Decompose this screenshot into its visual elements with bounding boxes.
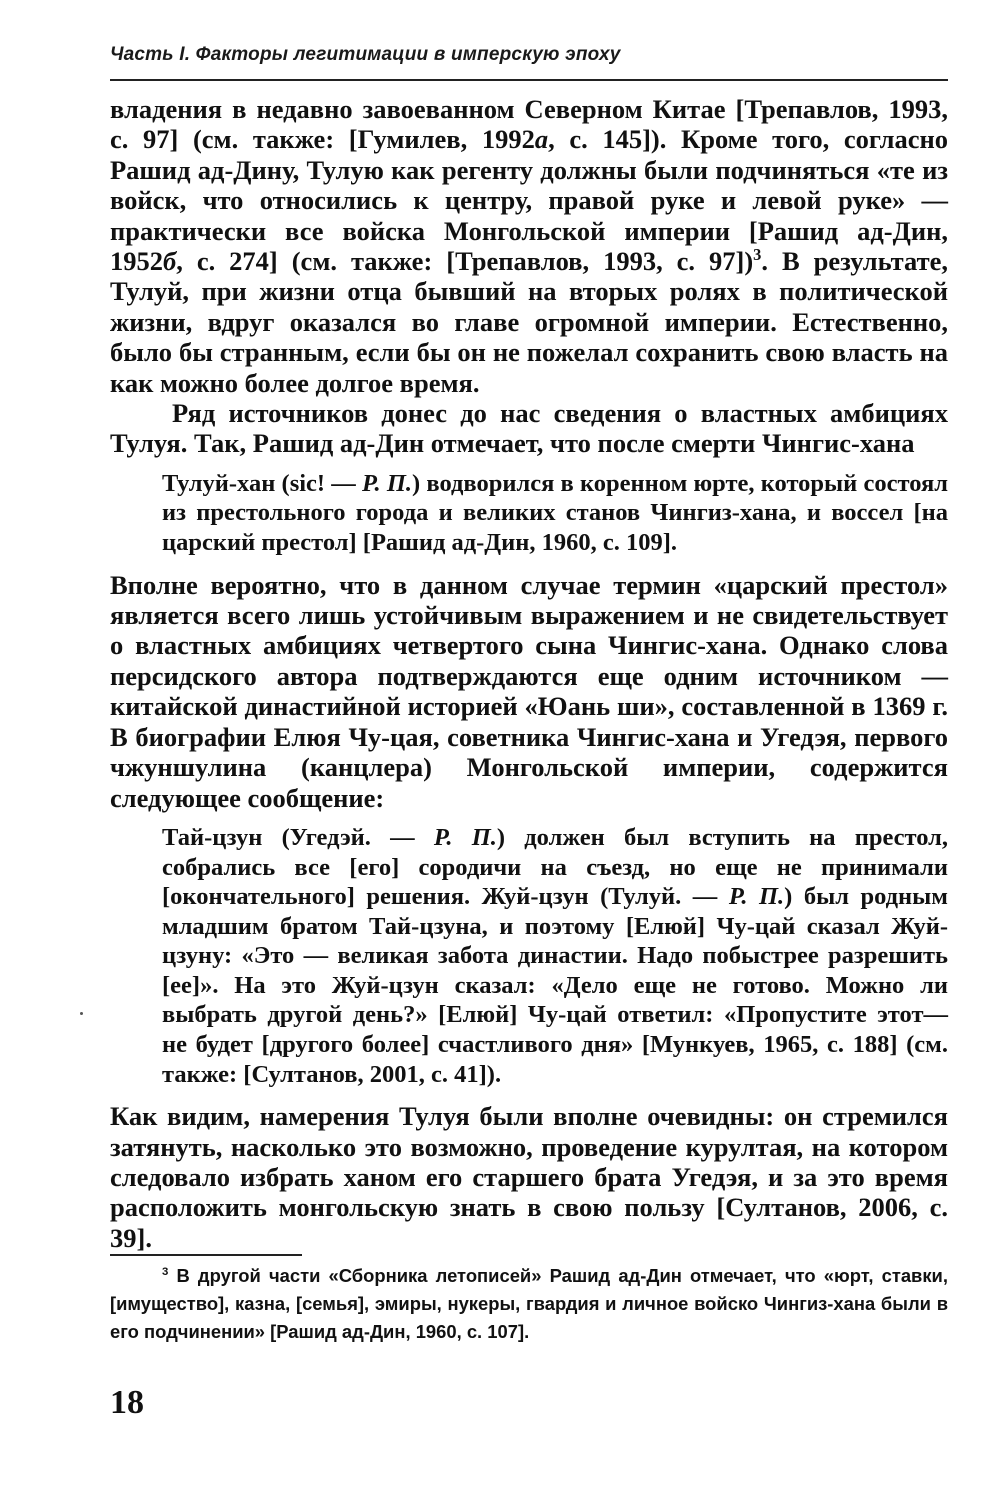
running-head: Часть I. Факторы легитимации в имперскую эпоху xyxy=(110,44,621,65)
footnote-rule xyxy=(110,1254,302,1256)
footnote-number: 3 xyxy=(162,1265,169,1278)
quote-2-part-1: Тай-цзун (Угедэй. — xyxy=(162,823,434,851)
paragraph-1-part-3: , с. 274] (см. также: [Трепавлов, 1993, с. 97]) xyxy=(176,246,754,277)
footnote-text: В другой части «Сборника летописей» Рашид ад-Дин отмечает, что «юрт, ставки, [имущество], казна, [семья], эмиры, нукеры, гвардия и личное войско Чингиз-хана были в его подчинении» [Рашид ад-Дин, 1960, с. 107]. xyxy=(110,1265,948,1342)
footnote-reference: 3 xyxy=(753,245,762,265)
block-quote-2 xyxy=(162,823,948,1089)
scan-speck xyxy=(80,1012,83,1015)
quote-1-part-2: ) водворился в коренном юрте, который состоял из престольного города и великих станов Чингиз-хана, и воссел [на царский престол] [Рашид ад-Дин, 1960, с. 109]. xyxy=(162,469,948,557)
quote-2-part-2: ) должен был вступить на престол, собрались все [его] сородичи на съезд, но еще не принимали [окончательного] решения. Жуй-цзун (Тулуй. — xyxy=(162,823,949,911)
block-quote-1 xyxy=(162,469,948,558)
paragraph-1 xyxy=(110,94,948,398)
paragraph-2: Ряд источников донес до нас сведения о властных амбициях Тулуя. Так, Рашид ад-Дин отмечает, что после смерти Чингис-хана xyxy=(110,398,948,459)
italic-letter-b: б xyxy=(163,246,177,277)
footnote-3 xyxy=(110,1262,948,1346)
paragraph-1-part-2: , с. 145]). Кроме того, согласно Рашид ад-Дину, Тулую как регенту должны были подчиняться «те из войск, что относились к центру, правой руке и левой руке» — практически все войска Монгольской империи [Рашид ад-Дин, 1952 xyxy=(110,124,948,277)
quote-1-initials: Р. П. xyxy=(362,469,413,497)
paragraph-3: Вполне вероятно, что в данном случае термин «царский престол» является всего лишь устойчивым выражением и не свидетельствует о властных амбициях четвертого сына Чингис-хана. Однако слова персидского автора подтверждаются еще одним источником — китайской династийной историей «Юань ши», составленной в 1369 г. В биографии Елюя Чу-цая, советника Чингис-хана и Угедэя, первого чжуншулина (канцлера) Монгольской империи, содержится следующее сообщение: xyxy=(110,569,948,813)
quote-1-part-1: Тулуй-хан (sic! — xyxy=(162,469,362,497)
paragraph-1-part-4: . В результате, Тулуй, при жизни отца бывший на вторых ролях в политической жизни, вдруг оказался во главе огромной империи. Естественно, было бы странным, если бы он не пожелал сохранить свою власть на как можно более долгое время. xyxy=(110,246,948,398)
page-number: 18 xyxy=(110,1384,144,1421)
paragraph-1-part-1: владения в недавно завоеванном Северном Китае [Трепавлов, 1993, с. 97] (см. также: [Гумилев, 1992 xyxy=(110,94,948,155)
quote-2-part-3: ) был родным младшим братом Тай-цзуна, и поэтому [Елюй] Чу-цай сказал Жуй-цзуну: «Это — великая забота династии. Надо побыстрее разрешить [ее]». На это Жуй-цзун сказал: «Дело еще не готово. Можно ли выбрать другой день?» [Елюй] Чу-цай ответил: «Пропустите этот— не будет [другого более] счастливого дня» [Мункуев, 1965, с. 188] (см. также: [Султанов, 2001, с. 41]). xyxy=(162,883,948,1088)
paragraph-4: Как видим, намерения Тулуя были вполне очевидны: он стремился затянуть, насколько это возможно, проведение курултая, на котором следовало избрать ханом его старшего брата Угедэя, и за это время расположить монгольскую знать в свою пользу [Султанов, 2006, с. 39]. xyxy=(110,1101,948,1253)
italic-letter-a: а xyxy=(534,124,549,155)
quote-2-initials-2: Р. П. xyxy=(728,883,785,911)
quote-2-initials-1: Р. П. xyxy=(433,823,497,851)
footnotes xyxy=(110,1262,948,1346)
body-text xyxy=(110,94,948,1253)
header-rule xyxy=(110,79,948,81)
